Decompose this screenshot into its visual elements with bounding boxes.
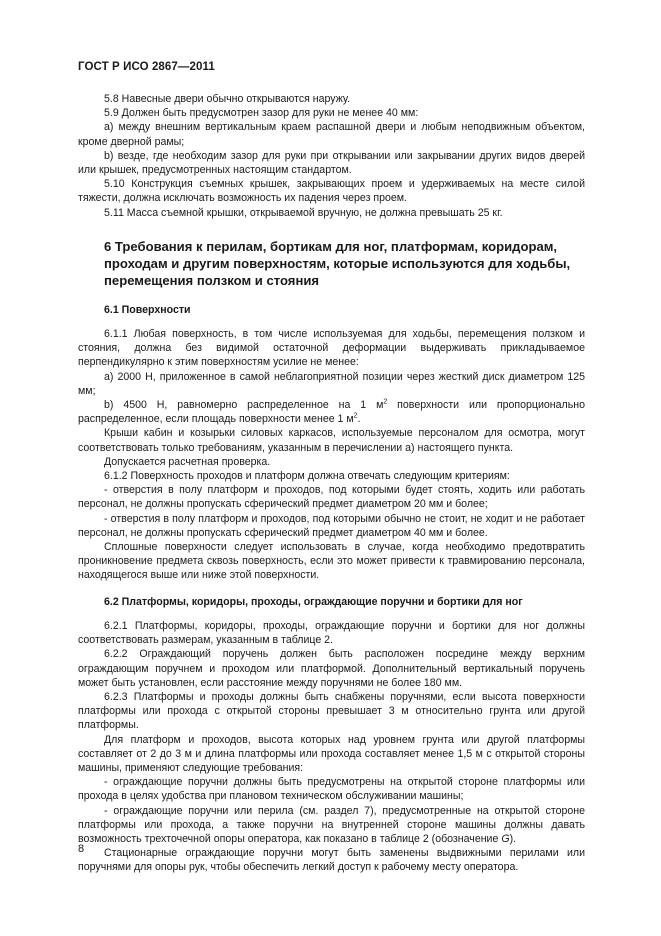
text-run: ). (509, 832, 517, 845)
paragraph-6-2-3: 6.2.3 Платформы и проходы должны быть снабжены поручнями, если высота поверхности платформы или прохода с открытой стороны превышает 3 м относительно грунта или другой платформы. (78, 690, 585, 732)
paragraph-6-1-1: 6.1.1 Любая поверхность, в том числе используемая для ходьбы, перемещения ползком и стояния, должна без видимой остаточной деформации выдерживать прикладываемое перпендикулярно к этим поверхностям усилие не менее: (78, 328, 585, 369)
paragraph-6-1-1-b (78, 398, 585, 426)
paragraph-calc-check: Допускается расчетная проверка. (104, 455, 271, 468)
paragraph-5-9-a: а) между внешним вертикальным краем распашной двери и любым неподвижным объектом, кроме дверной рамы; (78, 121, 585, 148)
text-run: . (357, 413, 361, 426)
paragraph-6-1-2-dash-1: - отверстия в полу платформ и проходов, под которыми будет стоять, ходить или работать персонал, не должны пропускать сферический предмет диаметром 20 мм и более; (78, 484, 585, 511)
paragraph-6-2-1: 6.2.1 Платформы, коридоры, проходы, ограждающие поручни и бортики для ног должны соответствовать размерам, указанным в таблице 2. (78, 619, 585, 647)
paragraph-5-9: 5.9 Должен быть предусмотрен зазор для руки не менее 40 мм: (104, 107, 419, 120)
paragraph-heights: Для платформ и проходов, высота которых над уровнем грунта или другой платформы составляет от 2 до 3 м и длина платформы или прохода составляет менее 1,5 м с открытой стороны машины, применяют следующие требования: (78, 733, 585, 774)
paragraph-5-11: 5.11 Масса съемной крышки, открываемой вручную, не должна превышать 25 кг. (104, 206, 503, 219)
paragraph-solid-surfaces: Сплошные поверхности следует использовать в случае, когда необходимо предотвратить проникновение предмета сквозь поверхность, если это может привести к травмированию персонала, находящегося выше или ниже этой поверхности. (78, 541, 585, 582)
superscript: 2 (383, 398, 388, 406)
section-6-title: 6 Требования к перилам, бортикам для ног, платформам, коридорам, проходам и другим поверхностям, которые используются для ходьбы, перемещения ползком и стояния (104, 238, 571, 288)
page-number: 8 (78, 843, 85, 855)
paragraph-req-dash-2 (78, 804, 585, 847)
text-run: b) 4500 Н, равномерно распределенное на 1 м (104, 399, 384, 412)
paragraph-6-1-1-a: а) 2000 Н, приложенное в самой неблагоприятной позиции через жесткий диск диаметром 125 мм; (78, 370, 585, 397)
paragraph-6-2-2: 6.2.2 Ограждающий поручень должен быть расположен посредине между верхним ограждающим поручнем и проходом или платформой. Дополнительный вертикальный поручень может быть установлен, если расстояние между поручнями не более 180 мм. (78, 648, 585, 689)
paragraph-5-10: 5.10 Конструкция съемных крышек, закрывающих проем и удерживаемых на месте силой тяжести, должна исключать возможность их падения через проем. (78, 178, 585, 205)
italic-symbol: G (501, 832, 510, 845)
subsection-6-1-title: 6.1 Поверхности (104, 303, 191, 316)
paragraph-6-1-2-dash-2: - отверстия в полу платформ и проходов, под которыми обычно не стоит, не ходит и не работает персонал, не должны пропускать сферический предмет диаметром 40 мм и более. (78, 512, 585, 539)
paragraph-stationary: Стационарные ограждающие поручни могут быть заменены выдвижными перилами или поручнями для опоры рук, чтобы обеспечить легкий доступ к рабочему месту оператора. (78, 847, 585, 874)
paragraph-5-9-b: b) везде, где необходим зазор для руки при открывании или закрывании других видов дверей или крышек, предусмотренных настоящим стандартом. (78, 149, 585, 177)
document-header: ГОСТ Р ИСО 2867—2011 (78, 61, 215, 73)
text-run: поверхности или пропорционально распределенное, если площадь поверхности менее 1 м (78, 399, 585, 426)
document-body (78, 92, 585, 875)
paragraph-req-dash-1: - ограждающие поручни должны быть предусмотрены на открытой стороне платформы или прохода в целях удобства при плановом техническом обслуживании машины; (78, 776, 585, 803)
paragraph-6-1-2: 6.1.2 Поверхность проходов и платформ должна отвечать следующим критериям: (104, 470, 510, 483)
paragraph-5-8: 5.8 Навесные двери обычно открываются наружу. (104, 93, 351, 105)
superscript: 2 (353, 412, 358, 420)
paragraph-cab-roofs: Крыши кабин и козырьки силовых каркасов, используемые персоналом для осмотра, могут соответствовать только требованиям, указанным в перечислении а) настоящего пункта. (78, 427, 585, 454)
subsection-6-2-title: 6.2 Платформы, коридоры, проходы, ограждающие поручни и бортики для ног (104, 595, 523, 608)
text-run: - ограждающие поручни или перила (см. раздел 7), предусмотренные на открытой стороне платформы или прохода, а также поручни на внутренней стороне машины должны давать возможность трехточечной опоры оператора, как показано в таблице 2 (обозначение (78, 804, 585, 845)
